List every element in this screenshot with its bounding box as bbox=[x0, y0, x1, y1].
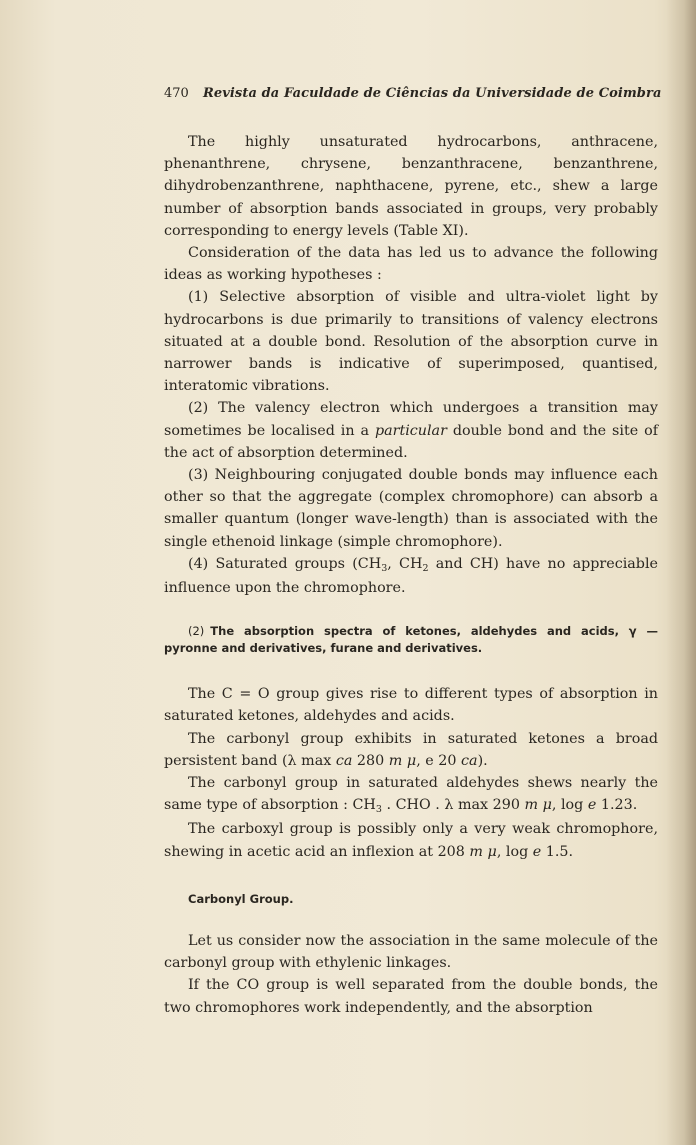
running-header bbox=[164, 86, 662, 101]
paragraph-hypothesis-1: (1) Selective absorption of visible and ultra-violet light by hydrocarbons is due primarily to transitions of valency electrons situated at a double bond. Resolution of the absorption curve in narrower bands is indicative of superimposed, quantised, interatomic vibrations. bbox=[164, 289, 658, 395]
paragraph-ketones: The carbonyl group exhibits in saturated ketones a broad persistent band (λ max ca 280 m μ, e 20 ca). bbox=[164, 730, 658, 769]
section-heading-absorption-spectra: (2) The absorption spectra of ketones, aldehydes and acids, γ — pyronne and derivatives, furane and derivatives. bbox=[164, 624, 658, 656]
paragraph-separated-groups: If the CO group is well separated from the double bonds, the two chromophores work independently, and the absorption bbox=[164, 977, 658, 1016]
paragraph-hydrocarbons: The highly unsaturated hydrocarbons, anthracene, phenanthrene, chrysene, benzanthracene, benzanthrene, dihydrobenzanthrene, naphthacene, pyrene, etc., shew a large number of absorption bands associated in groups, very probably corresponding to energy levels (Table XI). bbox=[164, 134, 658, 239]
page-edge-shadow bbox=[666, 0, 696, 1145]
paragraph-hypotheses-intro: Consideration of the data has led us to advance the following ideas as working hypotheses : bbox=[164, 245, 658, 284]
page-body bbox=[164, 131, 658, 1019]
paragraph-carbonyl-types: The C = O group gives rise to different types of absorption in saturated ketones, aldehydes and acids. bbox=[164, 686, 658, 725]
paragraph-hypothesis-3: (3) Neighbouring conjugated double bonds may influence each other so that the aggregate (complex chromophore) can absorb a smaller quantum (longer wave-length) than is associated with the single ethenoid linkage (simple chromophore). bbox=[164, 467, 658, 550]
paragraph-carboxyl: The carboxyl group is possibly only a very weak chromophore, shewing in acetic acid an inflexion at 208 m μ, log e 1.5. bbox=[164, 821, 658, 860]
paragraph-hypothesis-4: (4) Saturated groups ($CH_3$, $CH_2$ and CH) have no appreciable influence upon the chromophore. bbox=[164, 555, 658, 597]
paragraph-aldehydes: The carbonyl group in saturated aldehydes shews nearly the same type of absorption : $CH_3$ . CHO . λ max 290 m μ, log e 1.23. bbox=[164, 775, 658, 816]
page-number: 470 bbox=[164, 86, 189, 101]
journal-title: Revista da Faculdade de Ciências da Universidade de Coimbra bbox=[202, 86, 662, 101]
paragraph-association: Let us consider now the association in the same molecule of the carbonyl group with ethylenic linkages. bbox=[164, 932, 658, 972]
subsection-heading-carbonyl: Carbonyl Group. bbox=[188, 891, 294, 906]
paragraph-hypothesis-2: (2) The valency electron which undergoes a transition may sometimes be localised in a particular double bond and the site of the act of absorption determined. bbox=[164, 400, 658, 461]
